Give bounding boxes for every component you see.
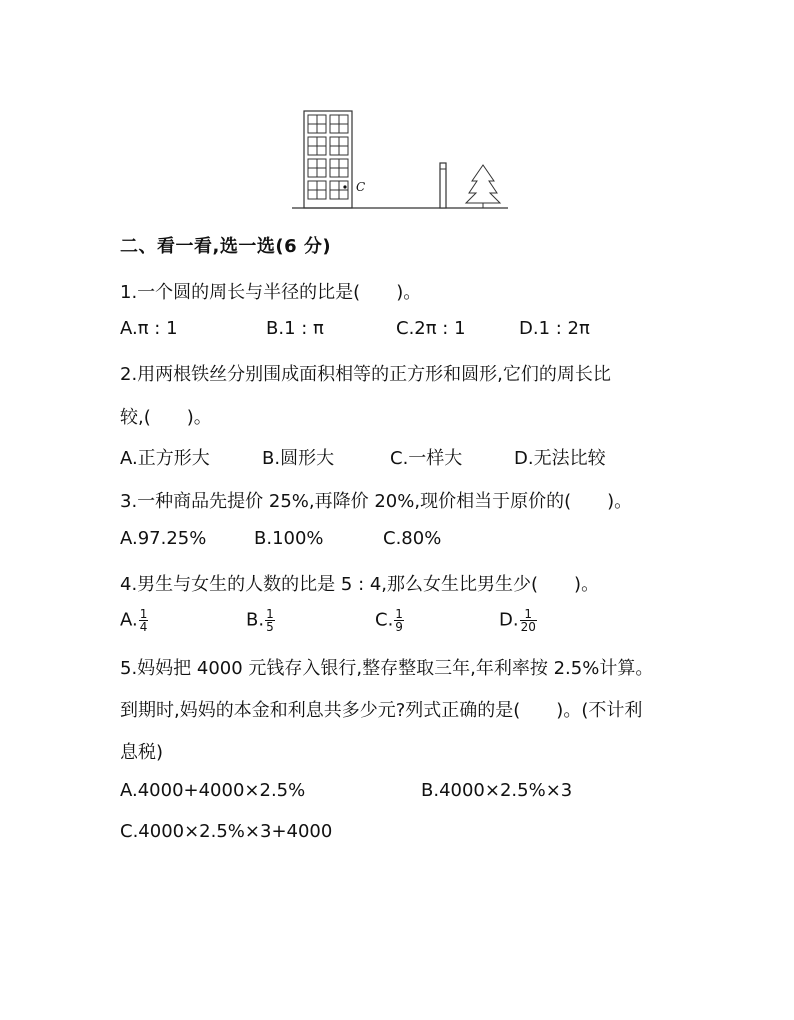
q4-option-b-letter: B. <box>246 609 265 631</box>
q5-stem-line3: 息税) <box>120 742 164 763</box>
q5-option-a[interactable]: A.4000+4000×2.5% <box>120 780 306 801</box>
q2-option-c[interactable]: C.一样大 <box>390 448 463 469</box>
q5-option-c[interactable]: C.4000×2.5%×3+4000 <box>120 821 333 842</box>
q1-option-a[interactable]: A.π : 1 <box>120 318 178 339</box>
q1-option-c[interactable]: C.2π : 1 <box>396 318 466 339</box>
q2-option-a[interactable]: A.正方形大 <box>120 448 210 469</box>
pole-icon <box>440 163 446 208</box>
q4-option-c-letter: C. <box>375 609 394 631</box>
q2-stem-line2: 较,( )。 <box>120 407 212 428</box>
building-icon <box>304 111 352 208</box>
q2-option-b[interactable]: B.圆形大 <box>262 448 335 469</box>
section-title: 二、看一看,选一选(6 分) <box>120 236 332 257</box>
fraction: $\frac{1}{9}$ <box>395 607 403 634</box>
q4-option-b[interactable] <box>246 608 275 633</box>
q3-option-b[interactable]: B.100% <box>254 528 324 549</box>
tree-icon <box>466 165 500 208</box>
fraction: $\frac{1}{5}$ <box>266 607 274 634</box>
point-c-label: C <box>356 180 366 194</box>
q5-option-b[interactable]: B.4000×2.5%×3 <box>421 780 573 801</box>
q4-option-d-letter: D. <box>499 609 519 631</box>
q2-stem-line1: 2.用两根铁丝分别围成面积相等的正方形和圆形,它们的周长比 <box>120 364 611 385</box>
fraction: $\frac{1}{20}$ <box>520 607 536 634</box>
q2-option-d[interactable]: D.无法比较 <box>514 448 606 469</box>
q1-stem: 1.一个圆的周长与半径的比是( )。 <box>120 282 422 303</box>
q3-option-c[interactable]: C.80% <box>383 528 442 549</box>
building-pole-tree-figure <box>290 105 510 215</box>
q4-option-c[interactable] <box>375 608 404 633</box>
point-c-dot <box>343 185 346 188</box>
q4-stem: 4.男生与女生的人数的比是 5 : 4,那么女生比男生少( )。 <box>120 574 600 595</box>
fraction: $\frac{1}{4}$ <box>139 607 148 634</box>
q3-stem: 3.一种商品先提价 25%,再降价 20%,现价相当于原价的( )。 <box>120 491 633 512</box>
q1-option-d[interactable]: D.1 : 2π <box>519 318 590 339</box>
q5-stem-line1: 5.妈妈把 4000 元钱存入银行,整存整取三年,年利率按 2.5%计算。 <box>120 658 654 679</box>
q4-option-d[interactable] <box>499 608 537 633</box>
q5-stem-line2: 到期时,妈妈的本金和利息共多少元?列式正确的是( )。(不计利 <box>120 700 643 721</box>
q3-option-a[interactable]: A.97.25% <box>120 528 207 549</box>
q4-option-a[interactable] <box>120 608 148 633</box>
q1-option-b[interactable]: B.1 : π <box>266 318 324 339</box>
q4-option-a-letter: A. <box>120 609 138 631</box>
